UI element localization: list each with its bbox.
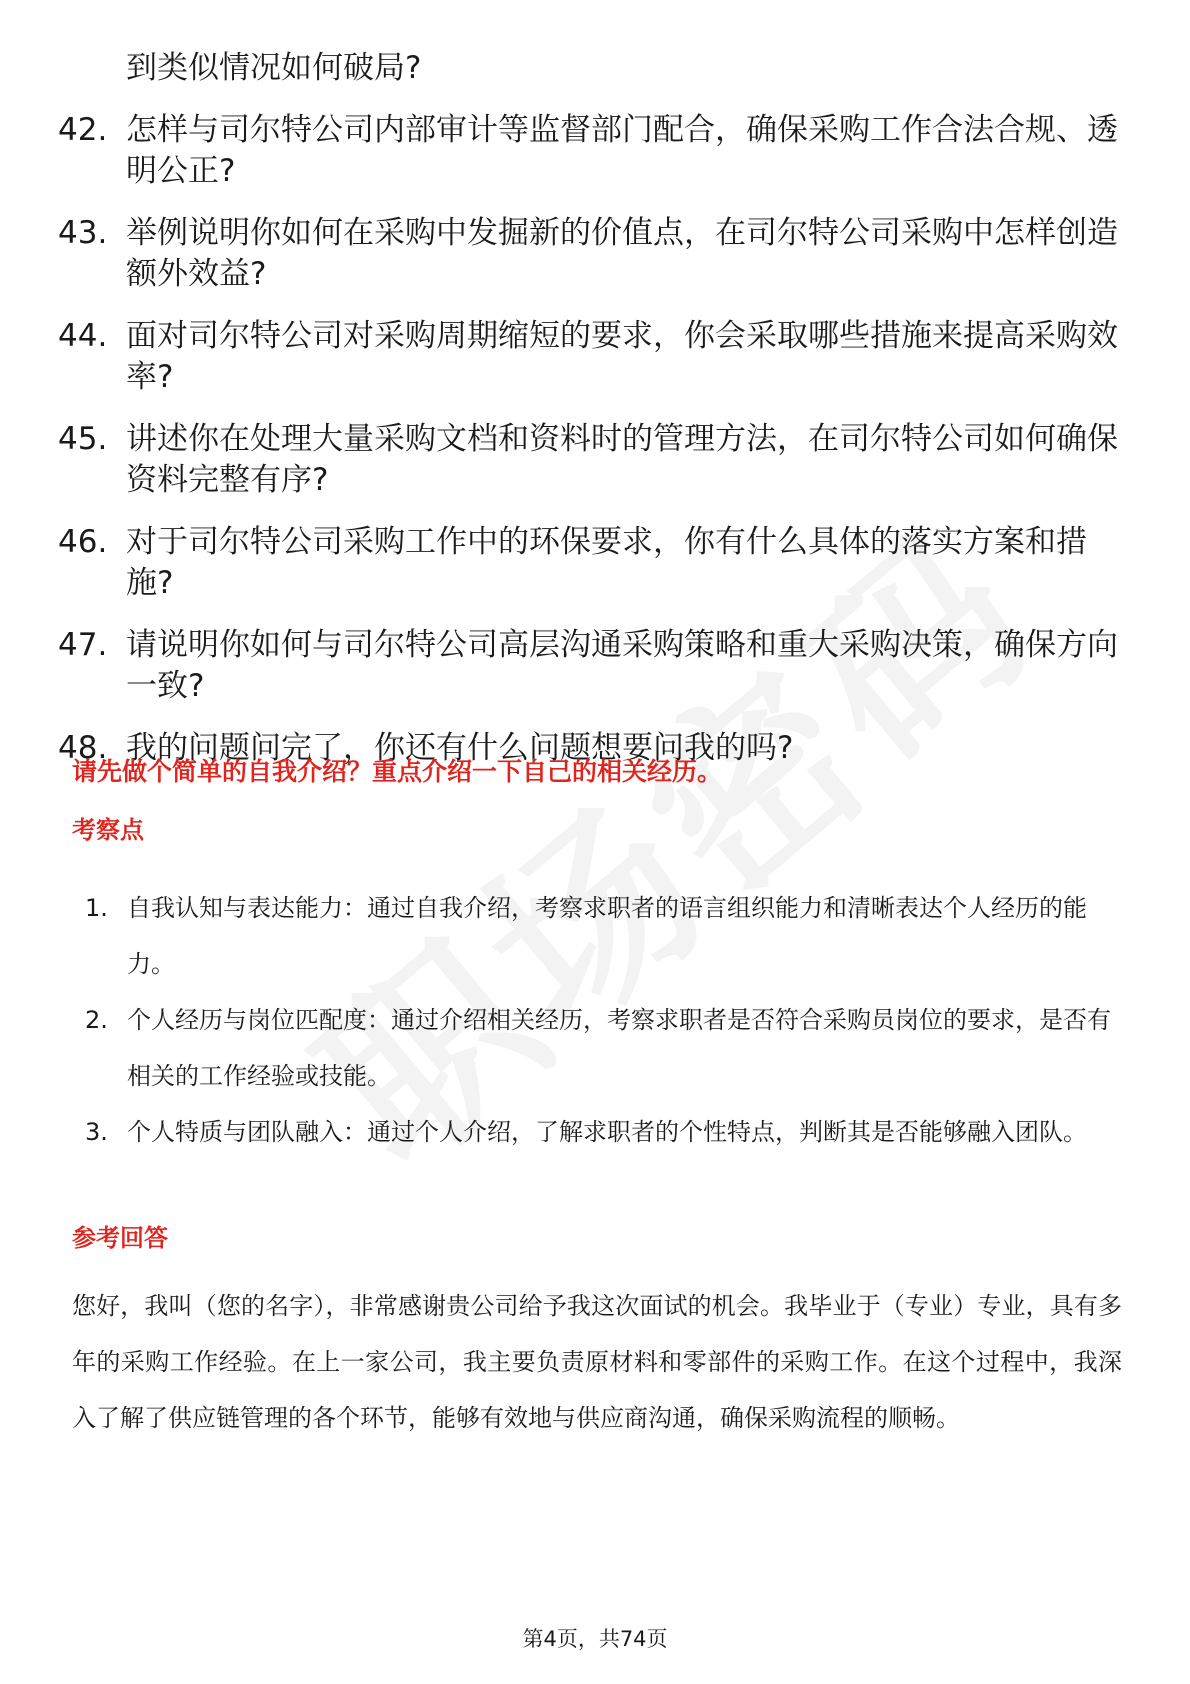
question-number: 48. [58, 730, 108, 766]
point-text: 个人特质与团队融入：通过个人介绍，了解求职者的个性特点，判断其是否能够融入团队。 [127, 1118, 1087, 1146]
question-item [58, 522, 1118, 604]
question-item [58, 110, 1118, 192]
point-item [85, 992, 1115, 1104]
question-number: 47. [58, 627, 108, 663]
question-number: 43. [58, 215, 108, 251]
question-text: 我的问题问完了，你还有什么问题想要问我的吗? [126, 730, 794, 766]
point-number: 1. [85, 894, 108, 922]
question-item [58, 419, 1118, 501]
point-text: 自我认知与表达能力：通过自我介绍，考察求职者的语言组织能力和清晰表达个人经历的能力。 [127, 894, 1087, 978]
question-item [58, 625, 1118, 707]
question-text: 举例说明你如何在采购中发掘新的价值点，在司尔特公司采购中怎样创造额外效益? [126, 215, 1118, 292]
answer-heading: 参考回答 [72, 1224, 168, 1252]
point-item [85, 880, 1115, 992]
page-footer: 第4页，共74页 [522, 1627, 668, 1651]
question-number: 45. [58, 421, 108, 457]
question-number: 46. [58, 524, 108, 560]
question-item [58, 48, 1118, 89]
point-text: 个人经历与岗位匹配度：通过介绍相关经历，考察求职者是否符合采购员岗位的要求，是否有相关的工作经验或技能。 [127, 1006, 1111, 1090]
question-text: 到类似情况如何破局? [126, 50, 422, 86]
point-number: 2. [85, 1006, 108, 1034]
question-text: 讲述你在处理大量采购文档和资料时的管理方法，在司尔特公司如何确保资料完整有序? [126, 421, 1118, 498]
question-text: 请说明你如何与司尔特公司高层沟通采购策略和重大采购决策，确保方向一致? [126, 627, 1118, 704]
question-number: 44. [58, 318, 108, 354]
points-heading: 考察点 [72, 816, 144, 844]
question-text: 对于司尔特公司采购工作中的环保要求，你有什么具体的落实方案和措施? [126, 524, 1087, 601]
interview-question-heading: 请先做个简单的自我介绍？重点介绍一下自己的相关经历。 [72, 757, 723, 786]
question-text: 面对司尔特公司对采购周期缩短的要求，你会采取哪些措施来提高采购效率? [126, 318, 1118, 395]
question-number: 42. [58, 112, 108, 148]
question-item [58, 213, 1118, 295]
question-text: 怎样与司尔特公司内部审计等监督部门配合，确保采购工作合法合规、透明公正? [126, 112, 1118, 189]
answer-paragraph: 您好，我叫（您的名字），非常感谢贵公司给予我这次面试的机会。我毕业于（专业）专业，具有多年的采购工作经验。在上一家公司，我主要负责原材料和零部件的采购工作。在这个过程中，我深入了解了供应链管理的各个环节，能够有效地与供应商沟通，确保采购流程的顺畅。 [72, 1292, 1122, 1432]
point-number: 3. [85, 1118, 108, 1146]
points-list [85, 880, 1115, 1160]
question-item [58, 316, 1118, 398]
point-item [85, 1104, 1115, 1160]
question-list [58, 48, 1118, 790]
